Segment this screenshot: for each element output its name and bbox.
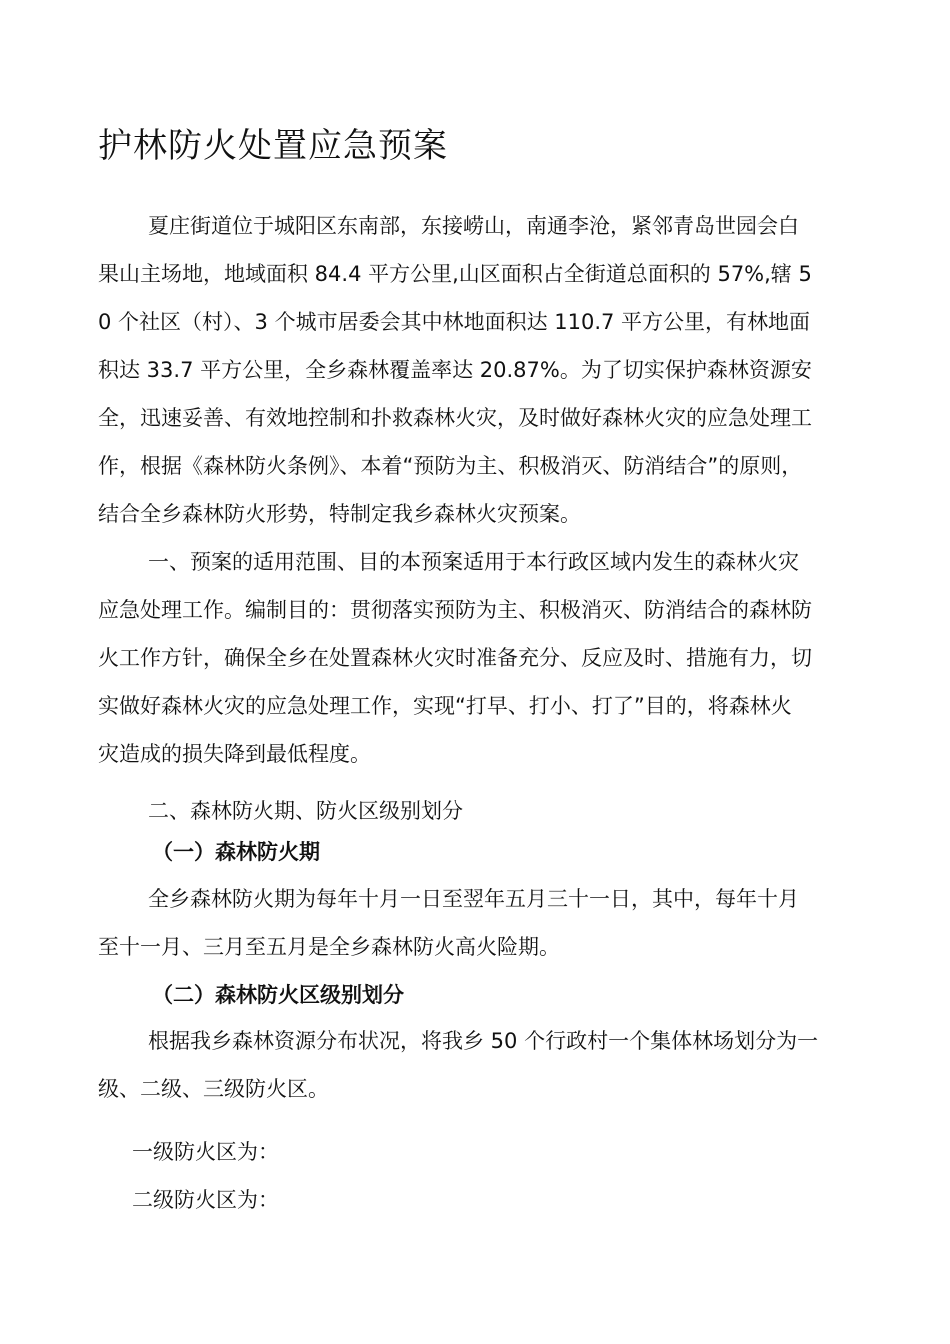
section1-line-1: 一、预案的适用范围、目的本预案适用于本行政区域内发生的森林火灾 [148, 550, 799, 574]
intro-line-1: 夏庄街道位于城阳区东南部，东接崂山，南通李沧，紧邻青岛世园会白 [148, 214, 799, 238]
intro-line-7: 结合全乡森林防火形势，特制定我乡森林火灾预案。 [98, 502, 581, 526]
intro-line-2: 果山主场地，地域面积 84.4 平方公里,山区面积占全街道总面积的 57%,辖 5 [98, 262, 812, 286]
subsection2-heading: （二）森林防火区级别划分 [152, 983, 404, 1007]
subsection2-line-1: 根据我乡森林资源分布状况，将我乡 50 个行政村一个集体林场划分为一 [148, 1029, 819, 1053]
intro-line-4: 积达 33.7 平方公里，全乡森林覆盖率达 20.87%。为了切实保护森林资源安 [98, 358, 812, 382]
section1-line-2: 应急处理工作。编制目的：贯彻落实预防为主、积极消灭、防消结合的森林防 [98, 598, 812, 622]
subsection1-heading: （一）森林防火期 [152, 840, 320, 864]
zone1-label: 一级防火区为： [132, 1140, 279, 1164]
document-title: 护林防火处置应急预案 [98, 126, 448, 166]
subsection1-line-2: 至十一月、三月至五月是全乡森林防火高火险期。 [98, 935, 560, 959]
subsection1-line-1: 全乡森林防火期为每年十月一日至翌年五月三十一日，其中，每年十月 [148, 887, 799, 911]
intro-line-6: 作，根据《森林防火条例》、本着“预防为主、积极消灭、防消结合”的原则， [98, 454, 803, 478]
section1-line-3: 火工作方针，确保全乡在处置森林火灾时准备充分、反应及时、措施有力，切 [98, 646, 812, 670]
intro-line-3: 0 个社区（村）、3 个城市居委会其中林地面积达 110.7 平方公里，有林地面 [98, 310, 811, 334]
intro-line-5: 全，迅速妥善、有效地控制和扑救森林火灾，及时做好森林火灾的应急处理工 [98, 406, 812, 430]
zone2-label: 二级防火区为： [132, 1188, 279, 1212]
subsection2-line-2: 级、二级、三级防火区。 [98, 1077, 329, 1101]
section1-line-4: 实做好森林火灾的应急处理工作，实现“打早、打小、打了”目的，将森林火 [98, 694, 792, 718]
section1-line-5: 灾造成的损失降到最低程度。 [98, 742, 371, 766]
section2-heading: 二、森林防火期、防火区级别划分 [148, 799, 463, 823]
